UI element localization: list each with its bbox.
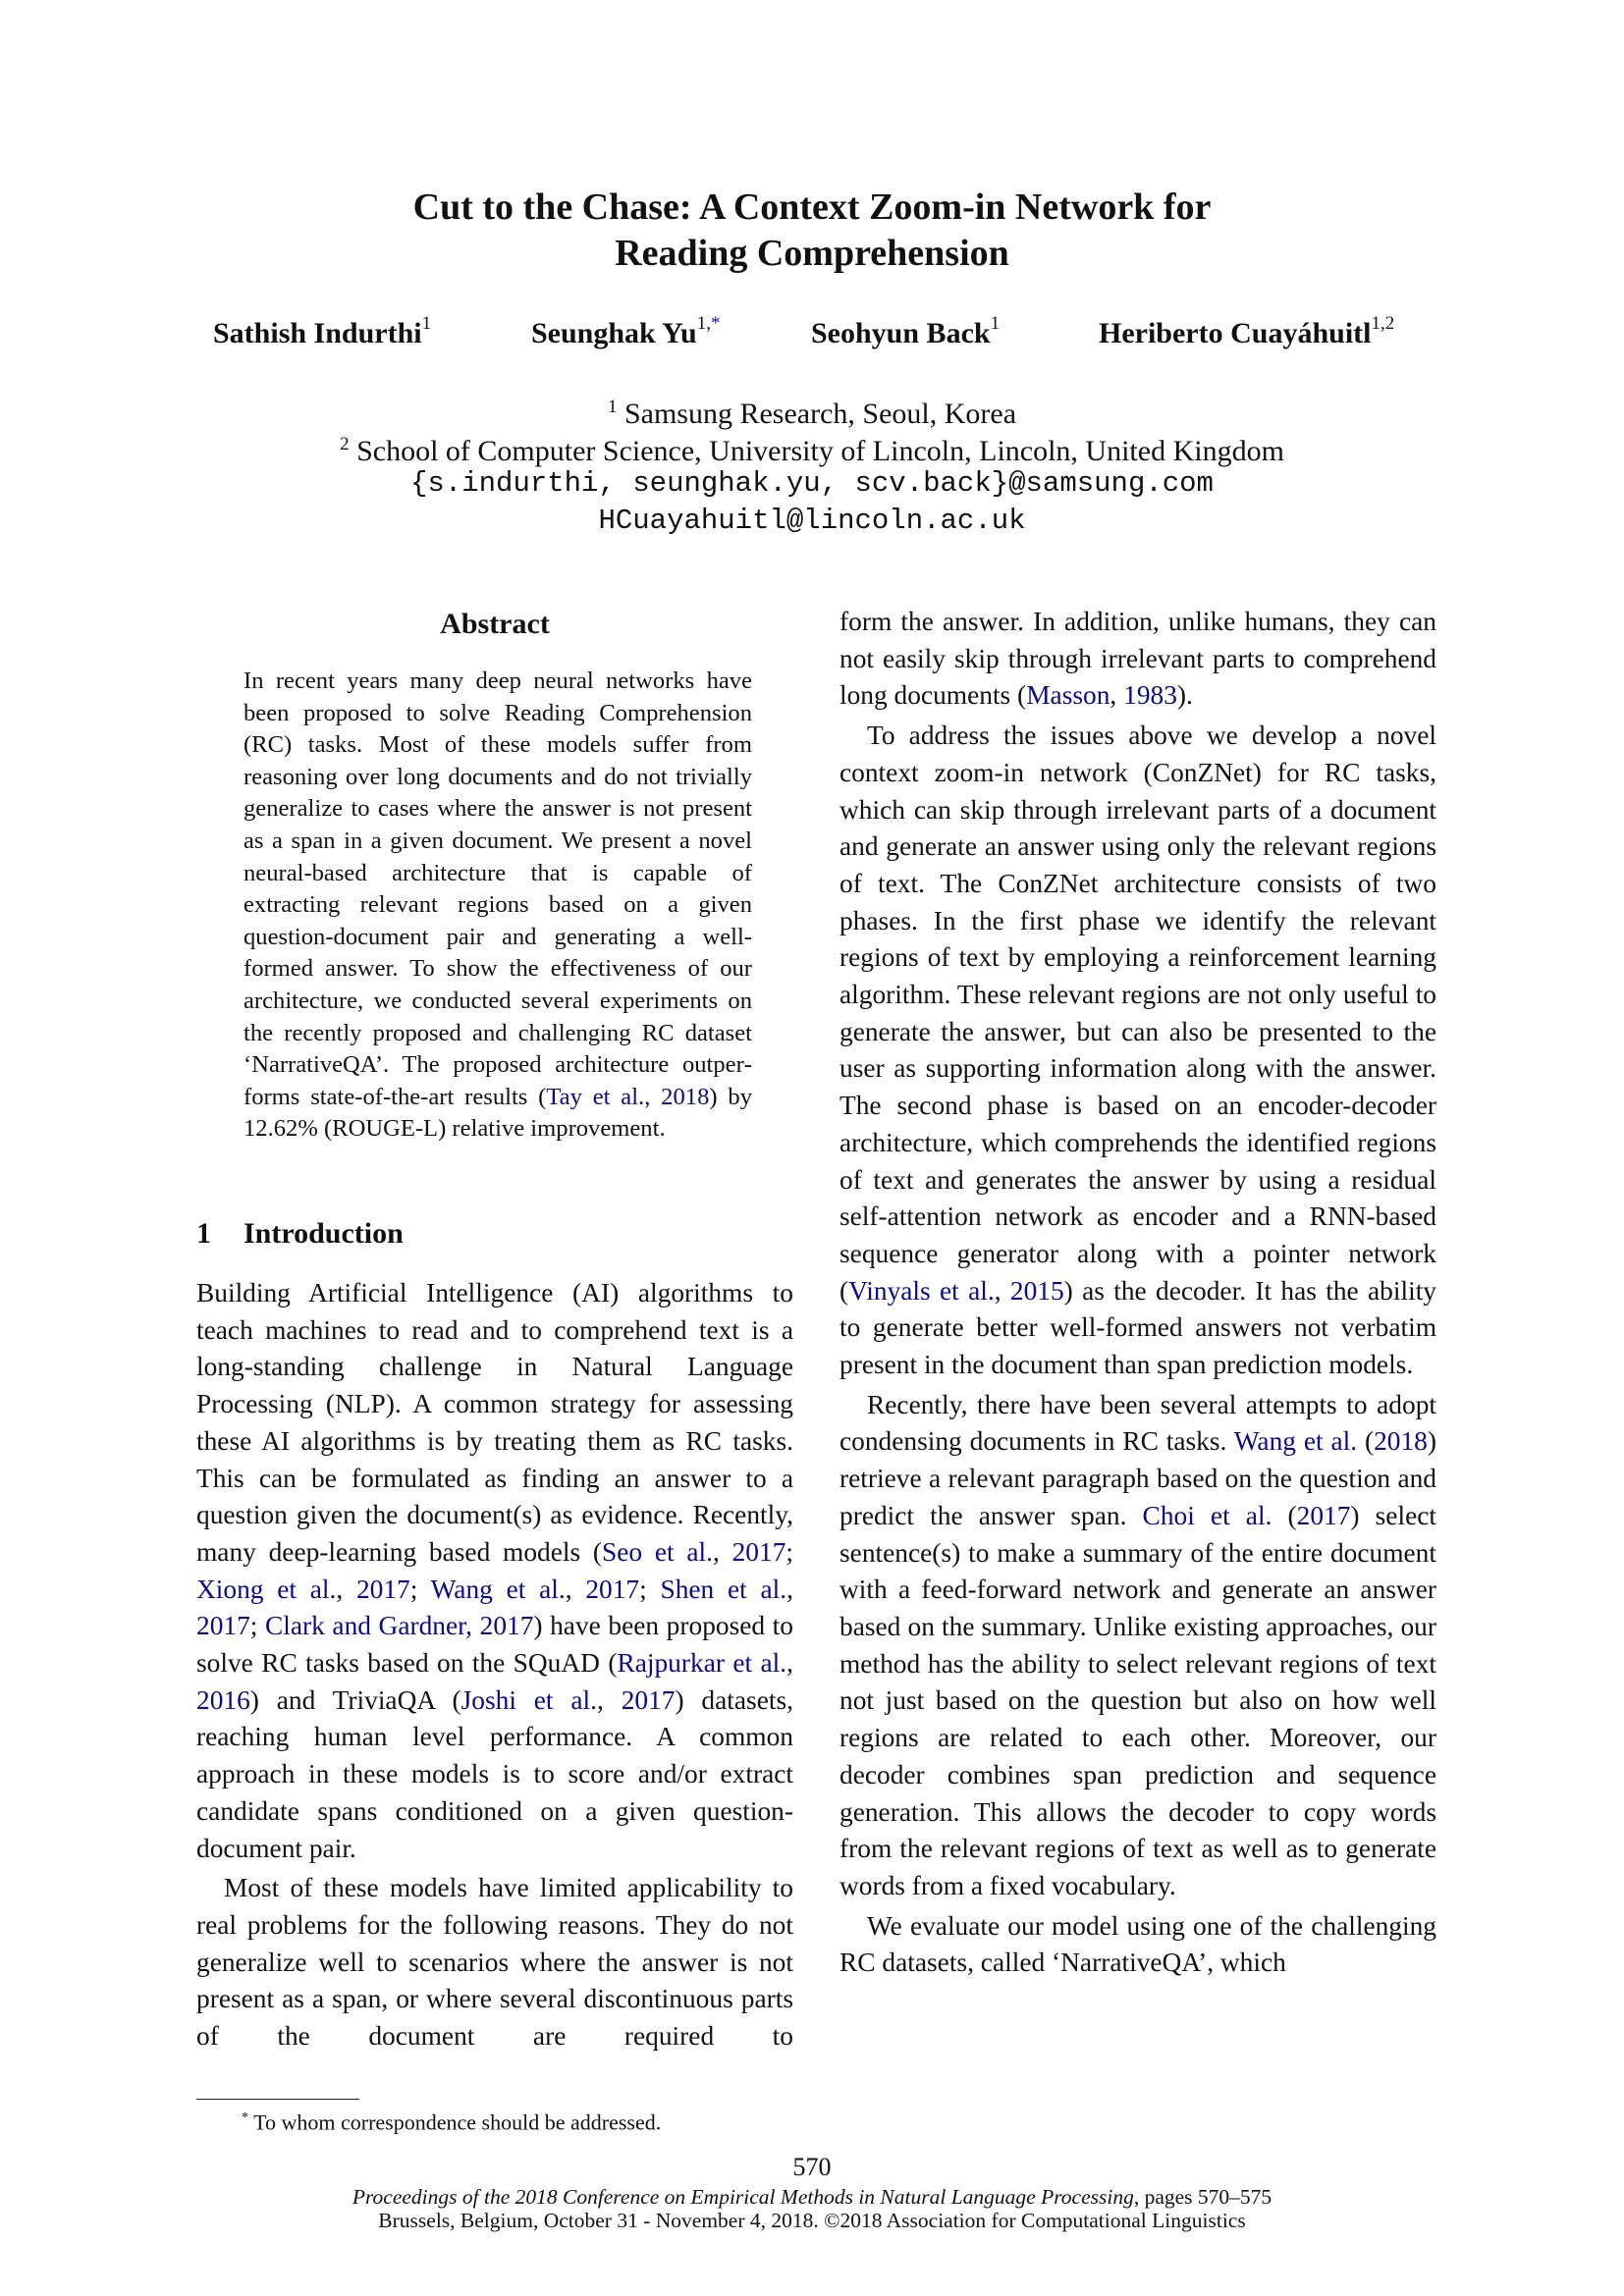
citation-link[interactable]: 2017 [479,1611,534,1641]
citation-link[interactable]: 2018 [1374,1426,1428,1457]
corresponding-author-link[interactable]: * [710,313,721,334]
paragraph-text: ) have been proposed to solve RC tasks based on the SQuAD ( [196,1611,793,1679]
paragraph-text: ) select sentence(s) to make a summary of the entire document with a feed-forward network and generate an answer based on the summary. Unlike existing approaches, our method has the ability to select relevant regions of text not just based on the question but also on how well regions are related to each other. Moreover, our decoder combines span prediction and sequence generation. This allows the decoder to copy words from the relevant regions of text as well as to generate words from a fixed vocabulary. [839,1500,1436,1900]
intro-paragraph-4: Recently, there have been several attempts to adopt condensing documents in RC tasks. Wang et al. (2018) retrieve a relevant paragraph based on the question and predict the answer span. Choi et al. (2017) select sentence(s) to make a summary of the entire document with a feed-forward network and generate an answer based on the summary. Unlike existing approaches, our method has the ability to select relevant regions of text not just based on the question but also on how well regions are related to each other. Moreover, our decoder combines span prediction and sequence generation. This allows the decoder to copy words from the relevant regions of text as well as to generate words from a fixed vocabulary. [839,1389,1436,1900]
citation-link[interactable]: Choi et al. [1142,1500,1272,1530]
author-4 [1099,313,1395,350]
citation-link[interactable]: Shen et al. [660,1574,787,1604]
paragraph-text: We evaluate our model using one of the challenging RC datasets, called ‘NarrativeQA’, which [839,1910,1436,1978]
paragraph-text: Building Artificial Intelligence (AI) algorithms to teach machines to read and to comprehend text is a long-standing challenge in Natural Language Processing (NLP). A common strategy for assessing these AI algorithms is by treating them as RC tasks. This can be formulated as finding an answer to a question given the document(s) as evidence. Recently, many deep-learning based models ( [196,1278,793,1567]
section-title: Introduction [244,1217,404,1250]
author-list [0,313,1624,355]
paragraph-text: form the answer. In addition, unlike humans, they can not easily skip through irrelevant parts to comprehend long documents ( [839,607,1436,711]
citation-link[interactable]: 2017 [585,1574,640,1604]
citation-link[interactable]: 2017 [731,1536,786,1567]
author-affil-mark: 1 [990,313,1001,334]
abstract-text: In recent years many deep neural networks have been proposed to solve Reading Comprehension (RC) tasks. Most of these models suffer from reasoning over long documents and do not trivially generalize to cases where the answer is not present as a span in a given document. We present a novel neural-based architecture that is capable of extracting relevant regions based on a given question-document pair and generating a well-formed answer. To show the effectiveness of our architecture, we conducted several experiments on the recently proposed and challenging RC dataset ‘NarrativeQA’. The proposed architecture outperforms state-of-the-art results ( [244,667,752,1110]
author-name: Seohyun Back [811,317,991,349]
email-line-2: HCuayahuitl@lincoln.ac.uk [598,505,1026,537]
section-heading [196,1215,404,1253]
paper-title-line-2: Reading Comprehension [615,233,1009,274]
paragraph-text: ) retrieve a relevant paragraph based on the question and predict the answer span. [839,1426,1436,1530]
abstract-text: ) by 12.62% (ROUGE-L) relative improvement. [244,1083,752,1143]
footnote-text: To whom correspondence should be addressed. [248,2109,662,2135]
citation-link[interactable]: 2017 [355,1574,410,1604]
intro-paragraph-5 [839,1908,1436,1982]
abstract-body [244,666,752,1146]
page-number: 570 [792,2153,832,2181]
paragraph-text: ) as the decoder. It has the ability to generate better well-formed answers not verbatim present in the document than span prediction models. [839,1275,1437,1380]
intro-paragraph-2-continued: form the answer. In addition, unlike humans, they can not easily skip through irrelevant parts to comprehend long documents (Masson, 1983). [839,607,1436,711]
paragraph-text: ) and TriviaQA ( [249,1684,461,1715]
affiliation-2 [0,426,1624,470]
footnote-divider [196,2099,359,2100]
affil-number: 2 [340,434,350,454]
affil-number: 1 [607,397,618,417]
proceedings-footer [0,2185,1624,2232]
paper-title [0,185,1624,277]
citation-link[interactable]: Xiong et al. [196,1574,337,1604]
paragraph-text: Recently, there have been several attempts to adopt condensing documents in RC tasks. [839,1389,1436,1457]
affil-text: School of Computer Science, University of Lincoln, Lincoln, United Kingdom [349,435,1284,467]
citation-link[interactable]: 2016 [196,1684,250,1715]
intro-paragraph-1: Building Artificial Intelligence (AI) algorithms to teach machines to read and to comprehend text is a long-standing challenge in Natural Language Processing (NLP). A common strategy for assessing these AI algorithms is by treating them as RC tasks. This can be formulated as finding an answer to a question given the document(s) as evidence. Recently, many deep-learning based models (Seo et al., 2017; Xiong et al., 2017; Wang et al., 2017; Shen et al., 2017; Clark and Gardner, 2017) have been proposed to solve RC tasks based on the SQuAD (Rajpurkar et al., 2016) and TriviaQA (Joshi et al., 2017) datasets, reaching human level performance. A common approach in these models is to score and/or extract candidate spans conditioned on a given question-document pair. [196,1278,794,1863]
paragraph-text: To address the issues above we develop a novel context zoom-in network (ConZNet) for RC tasks, which can skip through irrelevant parts of a document and generate an answer using only the relevant regions of text. The ConZNet architecture consists of two phases. In the first phase we identify the relevant regions of text by employing a reinforcement learning algorithm. These relevant regions are not only useful to generate the answer, but can also be presented to the user as supporting information along with the answer. The second phase is based on an encoder-decoder architecture, which comprehends the identified regions of text and generates the answer by using a residual self-attention network as encoder and a RNN-based sequence generator along with a pointer network ( [839,721,1436,1306]
left-column-body [196,1275,793,2056]
citation-link[interactable]: Wang et al. [430,1574,566,1604]
section-number: 1 [196,1217,211,1250]
proceedings-line [0,2185,1624,2209]
author-2 [531,313,721,350]
affil-text: Samsung Research, Seoul, Korea [617,398,1017,430]
author-affil-mark: 1 [421,313,432,334]
right-column-body [839,604,1436,1982]
abstract-heading: Abstract [440,608,550,640]
footnote [242,2105,661,2136]
citation-link[interactable]: 2017 [1296,1500,1351,1530]
paragraph-text: ) datasets, reaching human level performance. A common approach in these models is to score and/or extract candidate spans conditioned on a given question-document pair. [196,1684,793,1863]
citation-link[interactable]: Joshi et al. [460,1684,597,1715]
author-name: Heriberto Cuayáhuitl [1099,317,1372,349]
author-name: Seunghak Yu [531,317,697,349]
citation-link[interactable]: 1983 [1123,680,1177,711]
title-block [0,185,1624,277]
citation-link[interactable]: Masson [1026,680,1110,711]
author-1 [213,313,432,350]
citation-link[interactable]: Seo et al. [602,1536,713,1567]
citation-link[interactable]: 2015 [1009,1275,1064,1306]
proceedings-venue: Proceedings of the 2018 Conference on Empirical Methods in Natural Language Processing [352,2185,1134,2209]
citation-link[interactable]: Rajpurkar et al. [617,1648,787,1679]
author-name: Sathish Indurthi [213,317,422,349]
author-affil-mark: 1,2 [1371,313,1395,334]
author-3 [811,313,1001,350]
footnote-mark: * [242,2110,248,2125]
author-affil-mark [697,313,721,334]
intro-paragraph-2 [196,1870,793,2056]
citation-link[interactable]: Clark and Gardner, [264,1611,473,1641]
email-line-1: {s.indurthi, seunghak.yu, scv.back}@samsung.com [410,467,1214,500]
paper-title-line-1: Cut to the Chase: A Context Zoom-in Network for [412,187,1212,228]
proceedings-pages: , pages 570–575 [1133,2185,1272,2209]
citation-link[interactable]: 2017 [196,1611,250,1641]
citation-link[interactable]: 2017 [621,1684,676,1715]
citation-link[interactable]: Tay et al., 2018 [546,1083,710,1110]
location-line: Brussels, Belgium, October 31 - November 4, 2018. ©2018 Association for Computational Linguistics [378,2209,1246,2232]
affil-number: 1, [696,313,711,334]
citation-link[interactable]: Wang et al. [1233,1426,1358,1457]
intro-paragraph-3: To address the issues above we develop a novel context zoom-in network (ConZNet) for RC tasks, which can skip through irrelevant parts of a document and generate an answer using only the relevant regions of text. The ConZNet architecture consists of two phases. In the first phase we identify the relevant regions of text by employing a reinforcement learning algorithm. These relevant regions are not only useful to generate the answer, but can also be presented to the user as supporting information along with the answer. The second phase is based on an encoder-decoder architecture, which comprehends the identified regions of text and generates the answer by using a residual self-attention network as encoder and a RNN-based sequence generator along with a pointer network (Vinyals et al., 2015) as the decoder. It has the ability to generate better well-formed answers not verbatim present in the document than span prediction models. [839,721,1437,1380]
citation-link[interactable]: Vinyals et al. [848,1275,995,1306]
paragraph-text: Most of these models have limited applicability to real problems for the following reasons. They do not generalize well to scenarios where the answer is not present as a span, or where several discontinuous parts of the document are required to [196,1873,793,2052]
